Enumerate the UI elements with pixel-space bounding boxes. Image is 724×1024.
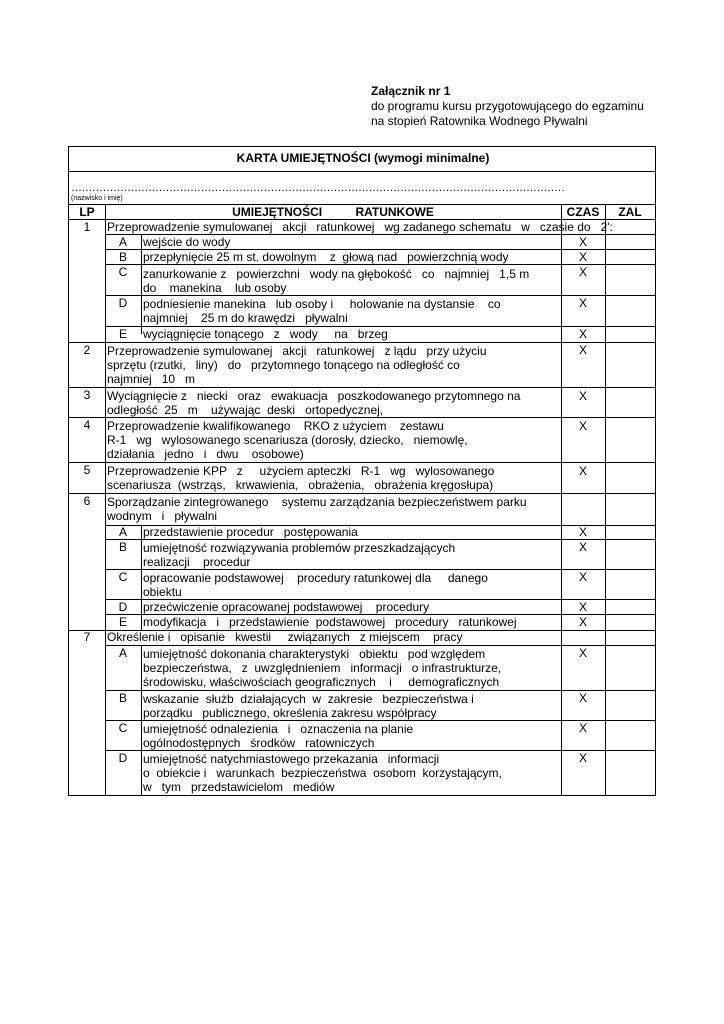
row-description: sprzętu (rzutki, liny) do przytomnego tonącego na odległość co	[107, 358, 460, 372]
row-description: umiejętność natychmiastowego przekazania informacji	[143, 752, 440, 766]
row-description: o obiekcie i warunkach bezpieczeństwa osobom korzystającym,	[143, 766, 502, 780]
document-header	[371, 84, 671, 129]
row-number: 2	[83, 343, 91, 357]
row-description: zanurkowanie z powierzchni wody na głębokość co najmniej 1,5 m	[143, 267, 530, 281]
time-mark: X	[578, 721, 587, 735]
divider	[69, 462, 655, 463]
row-description: wyciągnięcie tonącego z wody na brzeg	[143, 327, 388, 341]
time-mark: X	[578, 265, 587, 279]
time-mark: X	[578, 389, 587, 403]
row-description: Przeprowadzenie symulowanej akcji ratunkowej wg zadanego schematu w czasie do 2':	[107, 220, 613, 234]
row-letter: B	[118, 250, 127, 264]
annex-title: Załącznik nr 1	[371, 84, 451, 98]
row-description: Sporządzanie zintegrowanego systemu zarządzania bezpieczeństwem parku	[107, 495, 527, 509]
row-description: Przeprowadzenie kwalifikowanego RKO z użyciem zestawu	[107, 419, 444, 433]
row-description: wskazanie służb działających w zakresie bezpieczeństwa i	[143, 692, 474, 706]
row-description: umiejętność dokonania charakterystyki obiektu pod względem	[143, 647, 486, 661]
row-number: 5	[83, 463, 91, 477]
row-number: 7	[83, 630, 91, 644]
card-title: KARTA UMIEJĘTNOŚCI (wymogi minimalne)	[236, 151, 490, 165]
row-description: najmniej 25 m do krawędzi pływalni	[143, 311, 348, 325]
column-header-lp: LP	[79, 205, 95, 219]
row-description: umiejętność rozwiązywania problemów przeszkadzających	[143, 541, 456, 555]
row-description: bezpieczeństwa, z uwzględnieniem informacji o infrastrukturze,	[143, 661, 502, 675]
row-letter: C	[118, 265, 128, 279]
row-description: wejście do wody	[143, 235, 231, 249]
column-divider	[605, 204, 606, 796]
row-description: przedstawienie procedur postępowania	[143, 525, 358, 539]
time-mark: X	[578, 327, 587, 341]
time-mark: X	[578, 570, 587, 584]
time-mark: X	[578, 250, 587, 264]
time-mark: X	[578, 615, 587, 629]
column-header-pass: ZAL	[618, 205, 642, 219]
divider	[69, 387, 655, 388]
row-letter: C	[118, 721, 128, 735]
row-letter: C	[118, 570, 128, 584]
row-letter: A	[118, 525, 127, 539]
row-number: 4	[83, 418, 91, 432]
time-mark: X	[578, 646, 587, 660]
row-description: umiejętność odnalezienia i oznaczenia na planie	[143, 722, 414, 736]
row-letter: B	[118, 691, 127, 705]
row-description: Wyciągnięcie z niecki oraz ewakuacja poszkodowanego przytomnego na	[107, 389, 521, 403]
column-divider	[105, 204, 106, 796]
row-description: do manekina lub osoby	[143, 281, 287, 295]
divider	[69, 493, 655, 494]
row-description: w tym przedstawicielom mediów	[143, 780, 335, 794]
row-letter: D	[118, 600, 128, 614]
row-description: realizacji procedur	[143, 555, 251, 569]
row-letter: A	[118, 646, 127, 660]
time-mark: X	[578, 419, 587, 433]
row-description: ogólnodostępnych środków ratowniczych	[143, 736, 375, 750]
row-description: opracowanie podstawowej procedury ratunkowej dla danego	[143, 571, 488, 585]
row-description: najmniej 10 m	[107, 372, 196, 386]
skills-card	[68, 146, 656, 796]
row-description: środowisku, właściwościach geograficznych i demograficznych	[143, 675, 500, 689]
annex-subtitle-line1: do programu kursu przygotowującego do egzaminu	[371, 99, 644, 113]
row-description: scenariusza (wstrząs, krwawienia, obrażenia, obrażenia kręgosłupa)	[107, 478, 494, 492]
row-letter: D	[118, 751, 128, 765]
time-mark: X	[578, 600, 587, 614]
time-mark: X	[578, 464, 587, 478]
row-description: R-1 wg wylosowanego scenariusza (dorosły, dziecko, niemowlę,	[107, 433, 468, 447]
row-description: obiektu	[143, 585, 182, 599]
divider	[69, 171, 655, 172]
name-hint: (nazwisko i imię)	[71, 195, 123, 202]
row-number: 6	[83, 494, 91, 508]
row-description: przećwiczenie opracowanej podstawowej procedury	[143, 600, 430, 614]
time-mark: X	[578, 691, 587, 705]
row-description: odległość 25 m używając deski ortopedycznej,	[107, 403, 384, 417]
time-mark: X	[578, 751, 587, 765]
time-mark: X	[578, 343, 587, 357]
row-description: porządku publicznego, określenia zakresu współpracy	[143, 706, 437, 720]
time-mark: X	[578, 540, 587, 554]
column-header-skills: UMIEJĘTNOŚCI RATUNKOWE	[232, 205, 434, 219]
row-letter: A	[118, 235, 127, 249]
row-description: Określenie i opisanie kwestii związanych z miejscem pracy	[107, 630, 463, 644]
row-letter: E	[118, 327, 127, 341]
row-letter: B	[118, 540, 127, 554]
row-description: przepłynięcie 25 m st. dowolnym z głową nad powierzchnią wody	[143, 250, 509, 264]
row-description: podniesienie manekina lub osoby i holowanie na dystansie co	[143, 297, 501, 311]
time-mark: X	[578, 525, 587, 539]
time-mark: X	[578, 235, 587, 249]
row-letter: E	[118, 615, 127, 629]
name-dotted-line: ……………………………………………………………………………………………………………………………	[71, 182, 565, 194]
row-number: 1	[83, 220, 91, 234]
row-description: Przeprowadzenie symulowanej akcji ratunkowej z lądu przy użyciu	[107, 344, 487, 358]
row-description: Przeprowadzenie KPP z użyciem apteczki R-1 wg wylosowanego	[107, 464, 495, 478]
column-divider	[561, 234, 562, 796]
annex-subtitle-line2: na stopień Ratownika Wodnego Pływalni	[371, 114, 588, 128]
column-header-time: CZAS	[566, 205, 600, 219]
row-description: modyfikacja i przedstawienie podstawowej procedury ratunkowej	[143, 615, 517, 629]
row-description: działania jedno i dwu osobowe)	[107, 447, 304, 461]
row-number: 3	[83, 388, 91, 402]
row-letter: D	[118, 296, 128, 310]
time-mark: X	[578, 296, 587, 310]
row-description: wodnym i pływalni	[107, 509, 218, 523]
